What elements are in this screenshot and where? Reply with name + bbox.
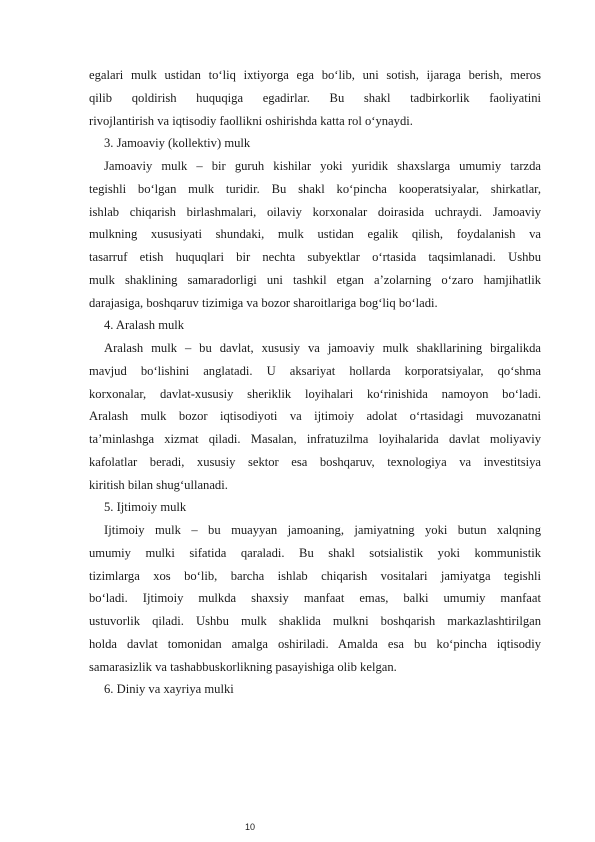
text-line: mulkning xususiyati shundaki, mulk ustidan egalik qilish, foydalanish va: [89, 227, 541, 242]
text-line: darajasiga, boshqaruv tizimiga va bozor sharoitlariga bog‘liq bo‘ladi.: [89, 295, 438, 310]
text-line: ustuvorlik qiladi. Ushbu mulk shaklida mulkni boshqarish markazlashtirilgan: [89, 614, 541, 628]
text-line: tasarruf etish huquqlari bir nechta subyektlar o‘rtasida taqsimlanadi. Ushbu: [89, 250, 541, 264]
text-line: Jamoaviy mulk – bir guruh kishilar yoki yuridik shaxslarga umumiy tarzda: [104, 159, 541, 173]
text-line: tegishli bo‘lgan mulk turidir. Bu shakl ko‘pincha kooperatsiyalar, shirkatlar,: [89, 181, 541, 196]
text-line: ishlab chiqarish birlashmalari, oilaviy korxonalar doirasida uchraydi. Jamoaviy: [89, 204, 541, 219]
text-line: qilib qoldirish huquqiga egadirlar. Bu shakl tadbirkorlik faoliyatini: [89, 90, 541, 105]
text-line: 5. Ijtimoiy mulk: [104, 500, 187, 515]
text-line: rivojlantirish va iqtisodiy faollikni oshirishda katta rol o‘ynaydi.: [89, 113, 413, 128]
text-line: Aralash mulk – bu davlat, xususiy va jamoaviy mulk shakllarining birgalikda: [104, 341, 541, 355]
page-number: 10: [244, 822, 255, 832]
text-line: egalari mulk ustidan to‘liq ixtiyorga ega bo‘lib, uni sotish, ijaraga berish, meros: [89, 68, 541, 82]
text-line: Aralash mulk bozor iqtisodiyoti va ijtimoiy adolat o‘rtasidagi muvozanatni: [89, 409, 541, 424]
text-line: 6. Diniy va xayriya mulki: [104, 682, 234, 697]
text-line: kiritish bilan shug‘ullanadi.: [89, 477, 228, 492]
text-line: Ijtimoiy mulk – bu muayyan jamoaning, jamiyatning yoki butun xalqning: [104, 523, 541, 537]
text-line: mavjud bo‘lishini anglatadi. U aksariyat hollarda korporatsiyalar, qo‘shma: [89, 363, 541, 378]
text-line: 4. Aralash mulk: [104, 318, 185, 333]
text-line: 3. Jamoaviy (kollektiv) mulk: [104, 136, 251, 151]
text-line: mulk shaklining samaradorligi uni tashkil etgan a’zolarning o‘zaro hamjihatlik: [89, 272, 541, 287]
text-line: umumiy mulki sifatida qaraladi. Bu shakl sotsialistik yoki kommunistik: [89, 545, 541, 560]
text-line: ta’minlashga xizmat qiladi. Masalan, infratuzilma loyihalarida davlat moliyaviy: [89, 432, 541, 446]
text-line: holda davlat tomonidan amalga oshiriladi. Amalda esa bu ko‘pincha iqtisodiy: [89, 636, 541, 651]
document-body: [89, 64, 541, 701]
text-line: bo‘ladi. Ijtimoiy mulkda shaxsiy manfaat emas, balki umumiy manfaat: [89, 591, 541, 606]
text-line: tizimlarga xos bo‘lib, barcha ishlab chiqarish vositalari jamiyatga tegishli: [89, 568, 541, 583]
text-line: samarasizlik va tashabbuskorlikning pasayishiga olib kelgan.: [89, 659, 397, 674]
text-line: kafolatlar beradi, xususiy sektor esa boshqaruv, texnologiya va investitsiya: [89, 454, 541, 469]
text-line: korxonalar, davlat-xususiy sheriklik loyihalari ko‘rinishida namoyon bo‘ladi.: [89, 386, 541, 401]
